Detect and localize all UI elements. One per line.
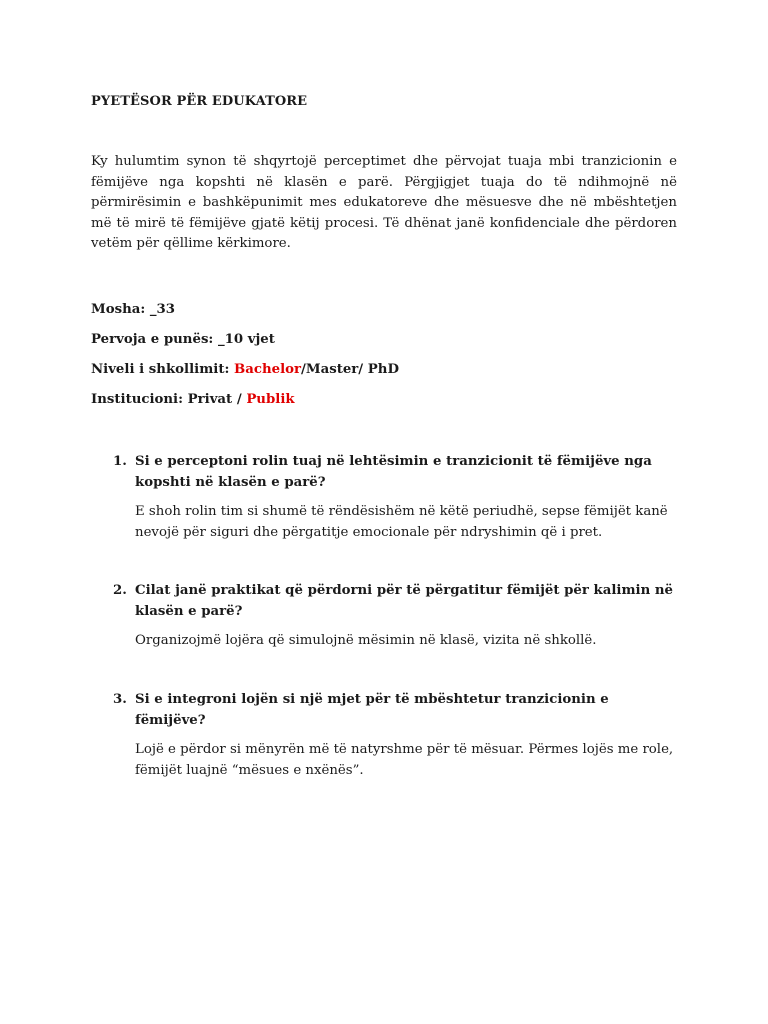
- intro-paragraph: Ky hulumtim synon të shqyrtojë perceptimet dhe përvojat tuaja mbi tranzicionin e fëmijëve nga kopshti në klasën e parë. Përgjigjet tuaja do të ndihmojnë në përmirësimin e bashkëpunimit mes edukatoreve dhe mësuesve dhe në mbështetjen më të mirë të fëmijëve gjatë këtij procesi. Të dhënat janë konfidenciale dhe përdoren vetëm për qëllime kërkimore.: [91, 154, 677, 251]
- field-age: Mosha: _33: [91, 302, 176, 317]
- education-options: /Master/ PhD: [301, 362, 399, 377]
- question-number: 3.: [113, 692, 127, 707]
- answer-text: Organizojmë lojëra që simulojnë mësimin në klasë, vizita në shkollë.: [135, 633, 597, 648]
- answer-text: Lojë e përdor si mënyrën më të natyrshme për të mësuar. Përmes lojës me role, fëmijët luajnë “mësues e nxënës”.: [135, 742, 674, 778]
- institution-selected: Publik: [246, 392, 295, 407]
- question-block-3: [91, 689, 681, 781]
- question-text: Si e integroni lojën si një mjet për të mbështetur tranzicionin e fëmijëve?: [135, 692, 609, 728]
- question-number: 1.: [113, 454, 127, 469]
- question-block-2: [91, 580, 681, 651]
- question-text: Si e perceptoni rolin tuaj në lehtësimin e tranzicionit të fëmijëve nga kopshti në klasën e parë?: [135, 454, 652, 490]
- document-title: PYETËSOR PËR EDUKATORE: [91, 94, 308, 109]
- institution-label: Institucioni: Privat /: [91, 392, 247, 407]
- education-label: Niveli i shkollimit:: [91, 362, 234, 377]
- field-education: [91, 362, 399, 377]
- question-text: Cilat janë praktikat që përdorni për të përgatitur fëmijët për kalimin në klasën e parë?: [135, 583, 673, 619]
- answer-text: E shoh rolin tim si shumë të rëndësishëm në këtë periudhë, sepse fëmijët kanë nevojë për siguri dhe përgatitje emocionale për ndryshimin që i pret.: [135, 504, 668, 540]
- question-number: 2.: [113, 583, 127, 598]
- question-block-1: [91, 451, 681, 543]
- education-selected: Bachelor: [234, 362, 302, 377]
- field-institution: [91, 392, 295, 407]
- field-experience: Pervoja e punës: _10 vjet: [91, 332, 275, 347]
